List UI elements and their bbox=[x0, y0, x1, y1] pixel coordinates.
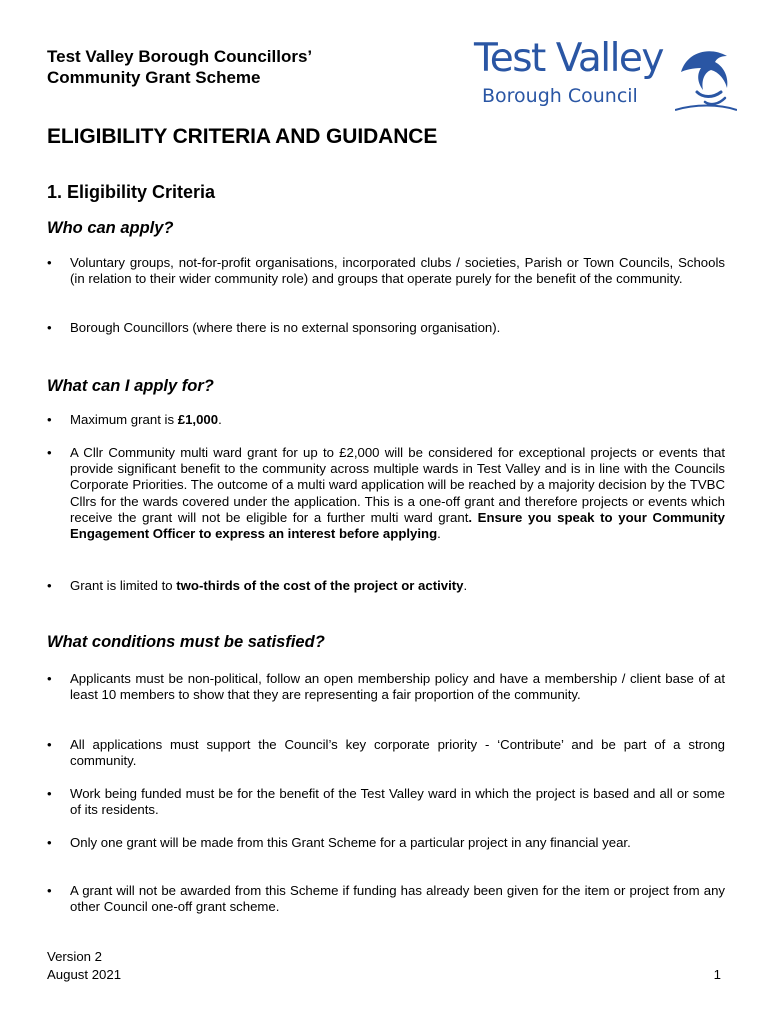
bullet-icon: • bbox=[47, 671, 52, 686]
list-item-text: Applicants must be non-political, follow an open membership policy and have a membership / client base of at least 10 members to show that they are representing a fair proportion of the community. bbox=[70, 671, 725, 703]
list-item bbox=[47, 445, 725, 542]
list-item bbox=[47, 578, 725, 594]
bullet-icon: • bbox=[47, 578, 52, 593]
section-heading-eligibility: 1. Eligibility Criteria bbox=[47, 182, 216, 202]
bullet-icon: • bbox=[47, 835, 52, 850]
scheme-title-line2: Community Grant Scheme bbox=[47, 68, 261, 87]
bullet-icon: • bbox=[47, 786, 52, 801]
bullet-icon: • bbox=[47, 320, 52, 335]
test-valley-logo bbox=[470, 36, 735, 112]
footer-version-block bbox=[47, 948, 121, 984]
scheme-title bbox=[47, 46, 312, 88]
bullet-icon: • bbox=[47, 737, 52, 752]
list-item-text: Only one grant will be made from this Grant Scheme for a particular project in any financial year. bbox=[70, 835, 631, 850]
heading-who-can-apply: Who can apply? bbox=[47, 219, 174, 237]
heading-what-can-i-apply-for: What can I apply for? bbox=[47, 377, 214, 395]
list-item-text: Grant is limited to two-thirds of the cost of the project or activity. bbox=[70, 578, 468, 593]
scheme-title-line1: Test Valley Borough Councillors’ bbox=[47, 47, 313, 66]
page-number: 1 bbox=[713, 967, 721, 982]
list-item bbox=[47, 835, 725, 851]
footer-date: August 2021 bbox=[47, 967, 122, 982]
list-item-text: A Cllr Community multi ward grant for up to £2,000 will be considered for exceptional projects or events that provide significant benefit to the community across multiple wards in Test Valley and is in line with the Councils Corporate Priorities. The outcome of a multi ward application will be reached by a majority decision by the TVBC Cllrs for the wards covered under the application. This is a one-off grant and therefore projects or events which receive the grant will not be eligible for a further multi ward grant. Ensure you speak to your Community Engagement Officer to express an interest before applying. bbox=[70, 445, 726, 542]
list-item-text: All applications must support the Council’s key corporate priority - ‘Contribute’ and be part of a strong community. bbox=[70, 737, 725, 769]
bullet-icon: • bbox=[47, 445, 52, 460]
list-item-text: Work being funded must be for the benefit of the Test Valley ward in which the project is based and all or some of its residents. bbox=[70, 786, 725, 818]
list-item bbox=[47, 737, 725, 769]
list-item bbox=[47, 671, 725, 703]
list-item-text: Voluntary groups, not-for-profit organisations, incorporated clubs / societies, Parish or Town Councils, Schools (in relation to their wider community role) and groups that operate purely for the benefit of the community. bbox=[70, 255, 725, 287]
bullet-icon: • bbox=[47, 412, 52, 427]
list-item-text: A grant will not be awarded from this Scheme if funding has already been given for the item or project from any other Council one-off grant scheme. bbox=[70, 883, 725, 915]
list-item bbox=[47, 883, 725, 915]
list-item bbox=[47, 255, 725, 287]
document-title: ELIGIBILITY CRITERIA AND GUIDANCE bbox=[47, 125, 438, 148]
logo-sub-text: Borough Council bbox=[482, 85, 638, 107]
list-item-text: Borough Councillors (where there is no external sponsoring organisation). bbox=[70, 320, 501, 335]
list-item bbox=[47, 412, 725, 428]
list-item bbox=[47, 320, 725, 336]
dolphin-icon bbox=[675, 42, 737, 114]
bullet-icon: • bbox=[47, 883, 52, 898]
footer-version: Version 2 bbox=[47, 949, 102, 964]
heading-conditions: What conditions must be satisfied? bbox=[47, 633, 325, 651]
list-item bbox=[47, 786, 725, 818]
bullet-icon: • bbox=[47, 255, 52, 270]
list-item-text: Maximum grant is £1,000. bbox=[70, 412, 222, 427]
logo-main-text: Test Valley bbox=[474, 36, 663, 81]
